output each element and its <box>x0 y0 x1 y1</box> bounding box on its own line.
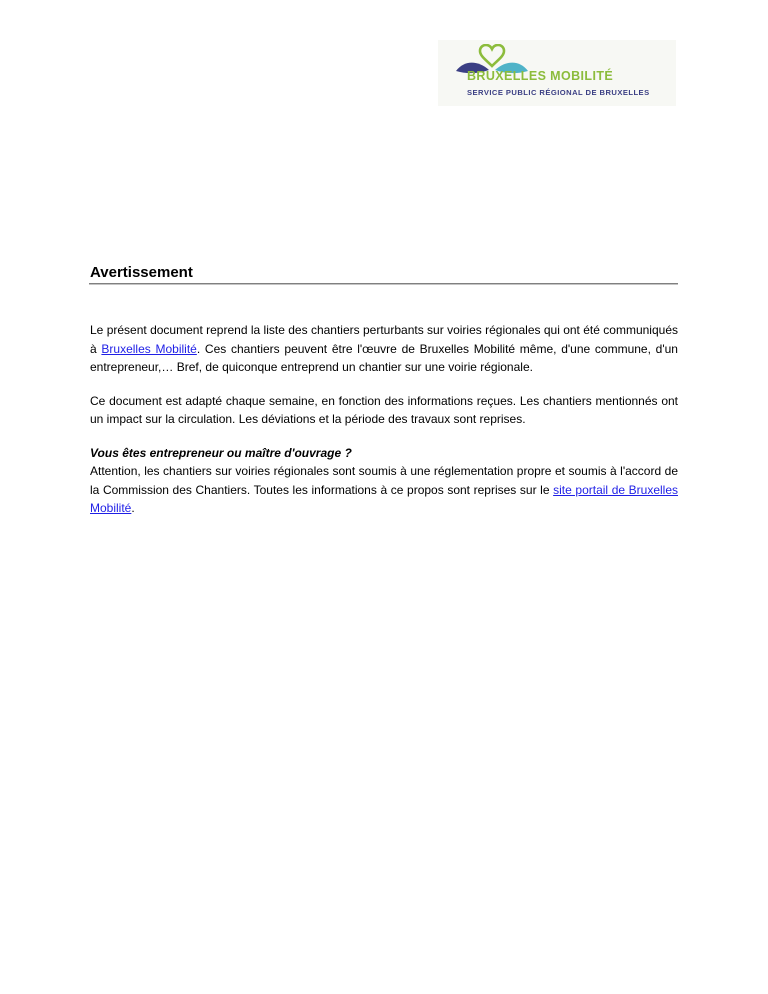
bruxelles-mobilite-logo <box>438 40 676 106</box>
contractor-paragraph <box>90 462 678 518</box>
title-underline <box>89 283 678 285</box>
contractor-text-before: Attention, les chantiers sur voiries régionales sont soumis à une réglementation propre et soumis à l'accord de la Commission des Chantiers. Toutes les informations à ce propos sont reprises sur le <box>90 464 678 497</box>
document-body <box>90 321 678 533</box>
bruxelles-mobilite-link[interactable]: Bruxelles Mobilité <box>101 341 197 356</box>
contractor-heading <box>90 444 678 463</box>
section-title: Avertissement <box>90 264 193 281</box>
portal-site-link[interactable]: site portail de Bruxelles Mobilité <box>90 482 678 515</box>
contractor-heading-text: Vous êtes entrepreneur ou maître d'ouvrage ? <box>90 445 352 460</box>
update-paragraph: Ce document est adapté chaque semaine, en fonction des informations reçues. Les chantiers mentionnés ont un impact sur la circulation. Les déviations et la période des travaux sont reprises. <box>90 393 678 426</box>
intro-paragraph <box>90 321 678 377</box>
logo-subtitle: SERVICE PUBLIC RÉGIONAL DE BRUXELLES <box>467 88 650 97</box>
logo-name: BRUXELLES MOBILITÉ <box>467 69 614 83</box>
contractor-text-after: . <box>131 501 135 515</box>
intro-text-after: . Ces chantiers peuvent être l'œuvre de Bruxelles Mobilité même, d'une commune, d'un entrepreneur,… Bref, de quiconque entreprend un chantier sur une voirie régionale. <box>90 341 678 374</box>
intro-text-before: Le présent document reprend la liste des chantiers perturbants sur voiries régionales qui ont été communiqués à <box>90 323 678 356</box>
